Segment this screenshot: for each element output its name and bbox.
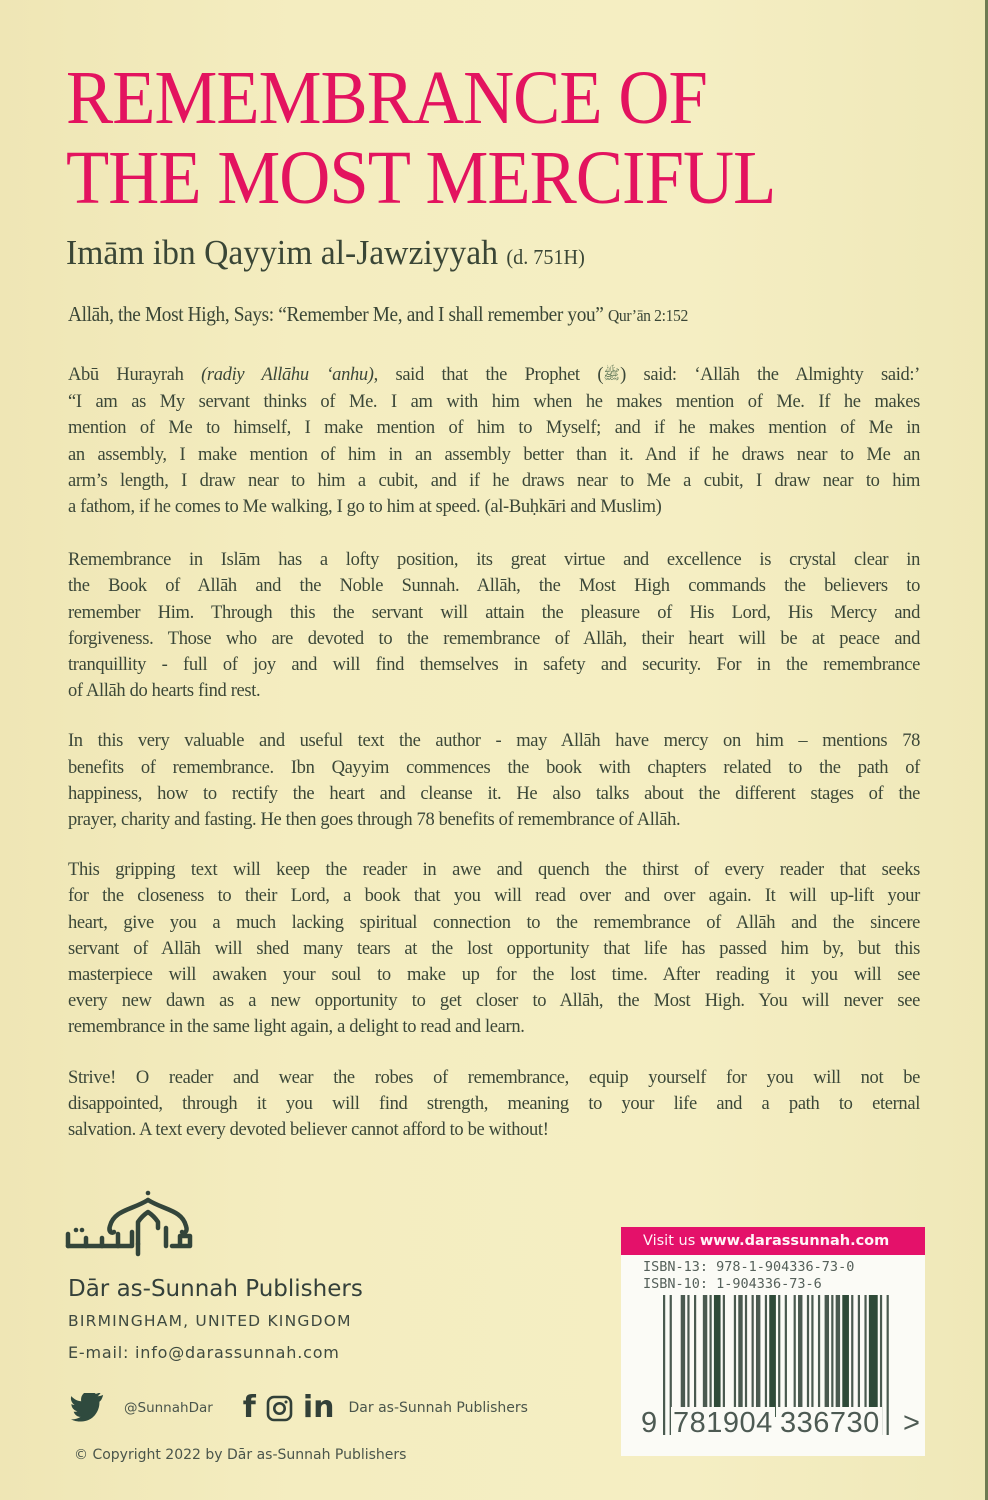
publisher-name: Dār as-Sunnah Publishers [68,1276,363,1302]
blurb [68,362,920,1167]
isbn-10: ISBN-10: 1-904336-73-6 [643,1276,822,1292]
text-line: masterpiece will awaken your soul to make up for the lost time. After reading it you will see [68,965,920,986]
publisher-email: E-mail: info@darassunnah.com [68,1343,340,1362]
text-line: remember Him. Through this the servant will attain the pleasure of His Lord, His Mercy and [68,602,920,623]
twitter-icon [70,1393,106,1423]
text-line: happiness, how to rectify the heart and cleanse it. He also talks about the different stages of the [68,783,920,804]
copyright-notice: © Copyright 2022 by Dār as-Sunnah Publishers [74,1447,407,1463]
book-title [66,58,775,218]
twitter-handle[interactable]: @SunnahDar [124,1400,213,1416]
blurb-paragraph [68,1065,920,1144]
text-line: heart, give you a much lacking spiritual connection to the remembrance of Allāh and the sincere [68,912,920,933]
text-line: benefits of remembrance. Ibn Qayyim commences the book with chapters related to the path of [68,757,920,778]
text-line: tranquillity - full of joy and will find themselves in safety and security. For in the remembrance [68,655,920,676]
title-line-1: REMEMBRANCE OF [66,56,707,140]
isbn-13: ISBN-13: 978-1-904336-73-0 [643,1259,855,1275]
author-line [66,233,585,273]
social-links [70,1388,528,1428]
text-line: for the closeness to their Lord, a book that you will read over and over again. It will up-lift your [68,886,920,907]
text-line: Remembrance in Islām has a lofty position, its great virtue and excellence is crystal clear in [68,550,920,571]
quote-reference: Qur’ān 2:152 [607,306,688,325]
title-line-2: THE MOST MERCIFUL [66,136,776,220]
text-line: In this very valuable and useful text the author - may Allāh have mercy on him – mentions 78 [68,731,920,752]
facebook-icon[interactable]: f [242,1390,256,1425]
text-line: “I am as My servant thinks of Me. I am with him when he makes mention of Me. If he makes [68,392,920,413]
barcode-group-2: 336730 [780,1407,880,1439]
linkedin-icon[interactable]: in [302,1390,335,1425]
quran-quote [68,302,688,327]
text-line: forgiveness. Those who are devoted to the remembrance of Allāh, their heart will be at peace and [68,628,920,649]
author-name: Imām ibn Qayyim al-Jawziyyah [66,233,499,272]
text-line: a fathom, if he comes to Me walking, I go to him at speed. (al-Buḥkāri and Muslim) [68,497,662,518]
barcode-quiet-zone-marker: > [903,1407,921,1439]
instagram-icon[interactable] [266,1395,293,1422]
visit-label: Visit us [643,1233,696,1249]
text-line: an assembly, I make mention of him in an assembly better than it. And if he draws near to Me an [68,444,920,465]
website-link[interactable]: www.darassunnah.com [699,1233,890,1249]
text-line: mention of Me to himself, I make mention of him to Myself; and if he makes mention of Me in [68,418,920,439]
visit-website-bar[interactable] [621,1227,925,1255]
text-line: the Book of Allāh and the Noble Sunnah. Allāh, the Most High commands the believers to [68,576,920,597]
text-line: remembrance in the same light again, a delight to read and learn. [68,1017,525,1038]
text-line: Strive! O reader and wear the robes of remembrance, equip yourself for you will not be [68,1067,920,1088]
barcode-lead-digit: 9 [641,1407,658,1439]
quote-text: Allāh, the Most High, Says: “Remember Me, and I shall remember you” [68,302,604,326]
text-line: Abū Hurayrah (radiy Allāhu ‘anhu), said that the Prophet (ﷺ) said: ‘Allāh the Almighty said:’ [68,362,920,389]
blurb-paragraph [68,728,920,833]
publisher-city: BIRMINGHAM, UNITED KINGDOM [68,1312,352,1330]
author-death-date: (d. 751H) [506,245,585,269]
barcode-panel [621,1227,925,1456]
blurb-paragraph [68,857,920,1040]
barcode-group-1: 781904 [673,1407,773,1439]
dome-icon [62,1188,212,1268]
text-line: arm’s length, I draw near to him a cubit, and if he draws near to Me a cubit, I draw near to him [68,470,920,491]
text-line: every new dawn as a new opportunity to get closer to Allāh, the Most High. You will never see [68,991,920,1012]
text-line: of Allāh do hearts find rest. [68,681,261,702]
blurb-paragraph [68,547,920,704]
honorific-italic: (radiy Allāhu ‘anhu) [201,365,374,385]
social-page-name[interactable]: Dar as-Sunnah Publishers [348,1400,528,1416]
text-line: prayer, charity and fasting. He then goes through 78 benefits of remembrance of Allāh. [68,810,681,831]
text-line: disappointed, through it you will find strength, meaning to your life and a path to eternal [68,1093,920,1114]
salawat-icon: ﷺ [603,368,621,383]
text-line: salvation. A text every devoted believer cannot afford to be without! [68,1120,549,1141]
blurb-paragraph [68,362,920,520]
text-line: This gripping text will keep the reader in awe and quench the thirst of every reader that seeks [68,860,920,881]
text-line: servant of Allāh will shed many tears at the lost opportunity that life has passed him by, but this [68,938,920,959]
